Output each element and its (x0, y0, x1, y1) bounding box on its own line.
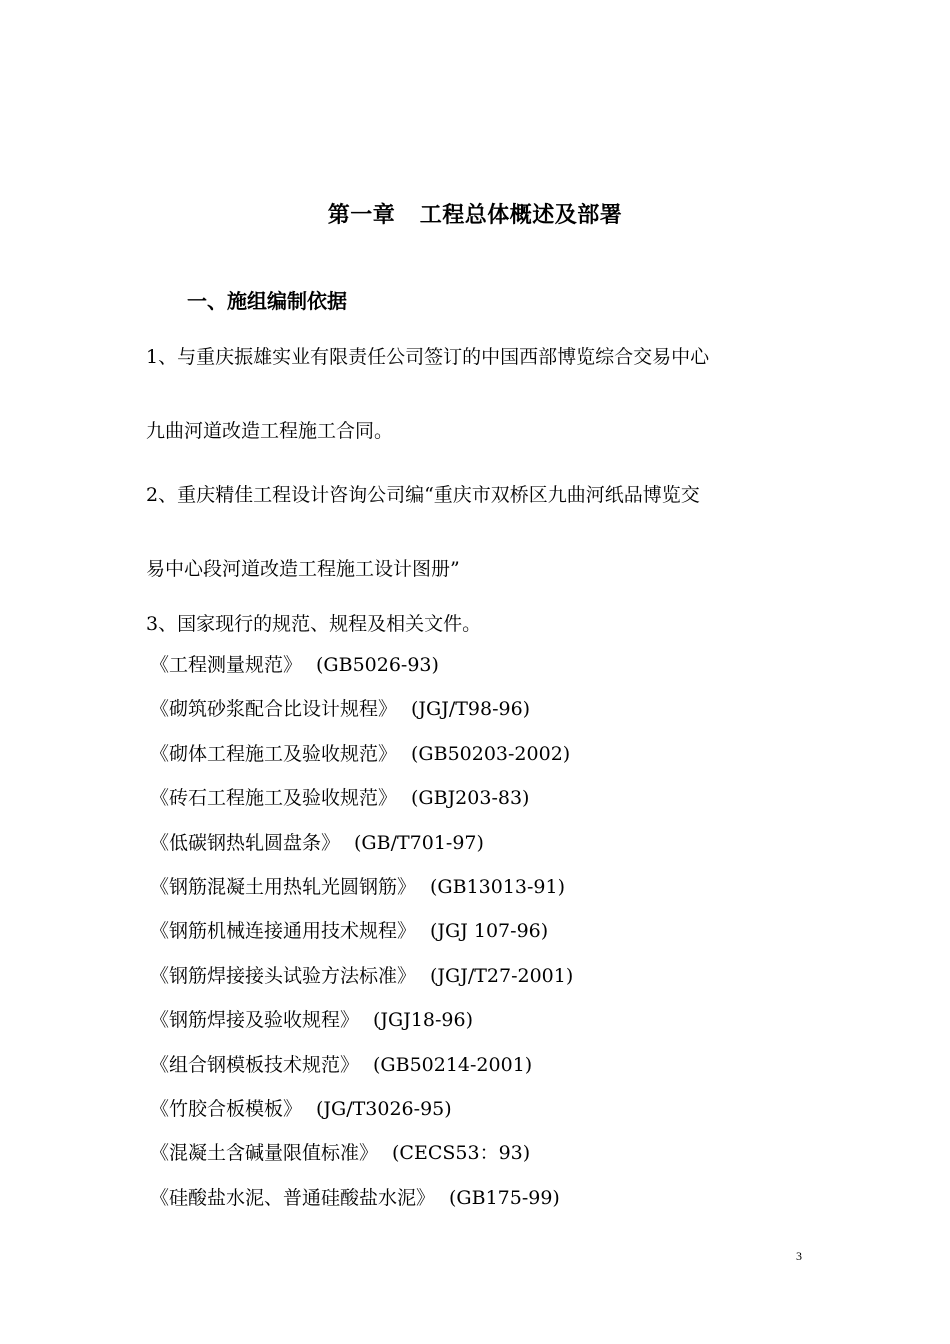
paragraph-1-line-1: 1、与重庆振雄实业有限责任公司签订的中国西部博览综合交易中心 (146, 346, 710, 368)
page-number: 3 (796, 1249, 802, 1263)
reference-code: (GB5026-93) (316, 654, 439, 676)
reference-item (150, 780, 573, 824)
reference-code: (GB13013-91) (430, 875, 566, 898)
reference-item (150, 736, 573, 780)
reference-title: 《竹胶合板模板》 (150, 1097, 303, 1120)
reference-code: (JGJ18-96) (373, 1009, 474, 1032)
reference-code: (GB50214-2001) (373, 1053, 533, 1076)
reference-code: (JGJ 107-96) (430, 920, 549, 943)
reference-code: (GB50203-2002) (411, 742, 571, 765)
reference-code: (GBJ203-83) (411, 787, 530, 810)
reference-title: 《钢筋焊接及验收规程》 (150, 1009, 360, 1032)
reference-code: (GB/T701-97) (354, 831, 484, 854)
reference-item (150, 647, 573, 691)
chapter-title: 第一章 工程总体概述及部署 (327, 203, 623, 228)
section-title: 一、施组编制依据 (187, 289, 347, 313)
reference-item (150, 1180, 573, 1224)
reference-code: (JGJ/T98-96) (411, 698, 531, 721)
reference-title: 《钢筋焊接接头试验方法标准》 (150, 964, 417, 987)
paragraph-2-line-1: 2、重庆精佳工程设计咨询公司编“重庆市双桥区九曲河纸品博览交 (146, 484, 700, 506)
reference-title: 《硅酸盐水泥、普通硅酸盐水泥》 (150, 1186, 436, 1209)
reference-item (150, 1135, 573, 1179)
reference-item (150, 691, 573, 735)
reference-code: (CECS53：93) (392, 1142, 531, 1165)
reference-title: 《钢筋机械连接通用技术规程》 (150, 920, 417, 943)
reference-item (150, 825, 573, 869)
reference-title: 《混凝土含碱量限值标准》 (150, 1142, 379, 1165)
paragraph-2-line-2: 易中心段河道改造工程施工设计图册” (146, 558, 460, 580)
reference-title: 《组合钢模板技术规范》 (150, 1053, 360, 1076)
reference-code: (GB175-99) (449, 1186, 560, 1209)
reference-title: 《砖石工程施工及验收规范》 (150, 787, 398, 810)
reference-item (150, 869, 573, 913)
reference-title: 《工程测量规范》 (150, 654, 303, 676)
paragraph-3-line-1: 3、国家现行的规范、规程及相关文件。 (146, 613, 482, 635)
paragraph-1-line-2: 九曲河道改造工程施工合同。 (146, 420, 394, 442)
reference-item (150, 1091, 573, 1135)
reference-item (150, 913, 573, 957)
reference-code: (JGJ/T27-2001) (430, 964, 574, 987)
reference-item (150, 958, 573, 1002)
reference-item (150, 1047, 573, 1091)
reference-item (150, 1002, 573, 1046)
reference-title: 《砌筑砂浆配合比设计规程》 (150, 698, 398, 721)
reference-title: 《砌体工程施工及验收规范》 (150, 742, 398, 765)
reference-code: (JG/T3026-95) (316, 1097, 452, 1120)
reference-list (150, 647, 573, 1224)
reference-title: 《低碳钢热轧圆盘条》 (150, 831, 341, 854)
reference-title: 《钢筋混凝土用热轧光圆钢筋》 (150, 875, 417, 898)
